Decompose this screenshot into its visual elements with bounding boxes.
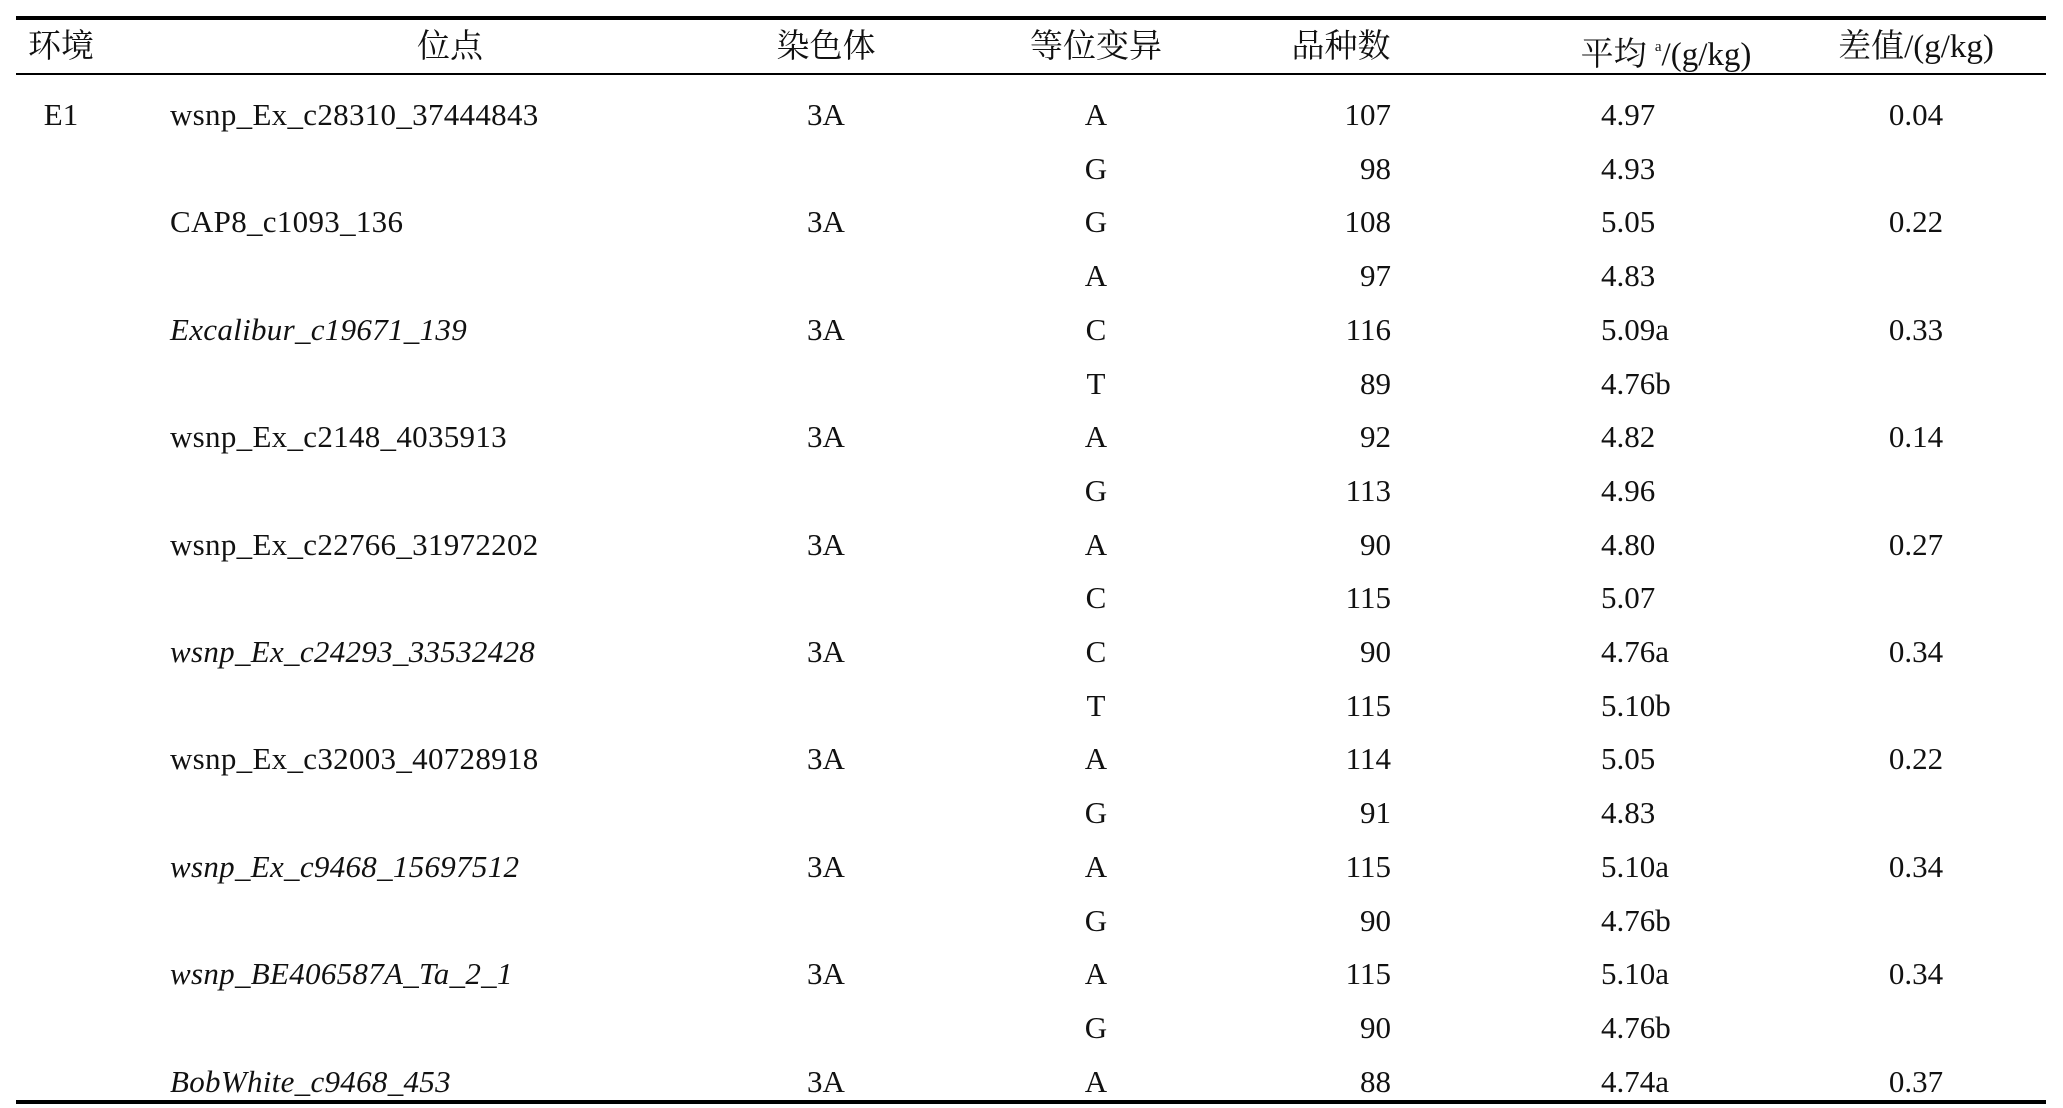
cell-locus: wsnp_Ex_c24293_33532428 <box>170 634 536 669</box>
cell-difference <box>1846 249 1986 302</box>
cell-chromosome: 3A <box>807 848 845 884</box>
cell-allele: A <box>1084 1063 1108 1099</box>
header-locus: 位点 <box>417 29 483 65</box>
cell-count: 113 <box>1345 472 1391 508</box>
cell-allele: A <box>1084 848 1108 884</box>
cell-difference: 0.04 <box>1888 97 1944 132</box>
cell-chromosome <box>746 786 906 839</box>
cell-environment <box>16 410 106 463</box>
cell-chromosome: 3A <box>807 204 845 240</box>
cell-mean: 5.10a <box>1601 956 1670 992</box>
cell-mean: 4.76a <box>1601 634 1670 669</box>
cell-chromosome <box>746 464 906 517</box>
cell-difference: 0.37 <box>1888 1063 1944 1099</box>
cell-locus <box>170 679 730 732</box>
cell-chromosome: 3A <box>807 419 845 455</box>
cell-count: 115 <box>1345 580 1391 616</box>
cell-chromosome <box>746 679 906 732</box>
cell-count: 115 <box>1345 687 1391 723</box>
cell-locus <box>170 142 730 195</box>
cell-environment <box>16 464 106 517</box>
table-row <box>16 518 2046 571</box>
table-row <box>16 195 2046 248</box>
cell-mean: 4.76b <box>1601 365 1671 401</box>
cell-chromosome: 3A <box>807 311 845 347</box>
cell-environment <box>16 357 106 410</box>
cell-count: 108 <box>1344 204 1391 240</box>
cell-allele: A <box>1084 258 1108 294</box>
cell-allele: A <box>1084 419 1108 455</box>
table-row <box>16 88 2046 141</box>
cell-difference: 0.34 <box>1888 634 1944 669</box>
header-chromosome: 染色体 <box>776 29 876 65</box>
cell-count: 115 <box>1345 848 1391 884</box>
cell-mean: 5.10a <box>1601 848 1670 884</box>
cell-difference <box>1846 357 1986 410</box>
cell-locus <box>170 249 730 302</box>
cell-mean: 4.93 <box>1601 150 1656 186</box>
table-row <box>16 679 2046 732</box>
header-mean-unit: /(g/kg) <box>1661 37 1752 73</box>
cell-locus: wsnp_BE406587A_Ta_2_1 <box>170 956 513 992</box>
cell-allele: G <box>1084 472 1108 508</box>
table-body <box>16 16 2046 1106</box>
cell-allele: G <box>1084 204 1108 240</box>
cell-count: 98 <box>1360 150 1391 186</box>
cell-count: 114 <box>1345 741 1391 777</box>
cell-environment <box>16 840 106 893</box>
cell-environment <box>16 894 106 947</box>
cell-chromosome: 3A <box>807 97 845 132</box>
cell-chromosome <box>746 894 906 947</box>
header-allele: 等位变异 <box>1030 29 1162 65</box>
cell-allele: A <box>1084 741 1108 777</box>
cell-environment <box>16 518 106 571</box>
cell-locus: wsnp_Ex_c28310_37444843 <box>170 97 539 132</box>
header-mean-label: 平均 <box>1580 37 1647 73</box>
cell-allele: A <box>1084 956 1108 992</box>
cell-difference: 0.34 <box>1888 848 1944 884</box>
cell-environment <box>16 625 106 678</box>
table-row <box>16 732 2046 785</box>
table-row <box>16 625 2046 678</box>
table-row <box>16 142 2046 195</box>
cell-allele: G <box>1084 150 1108 186</box>
cell-locus <box>170 464 730 517</box>
cell-difference: 0.33 <box>1888 311 1944 347</box>
cell-difference <box>1846 1001 1986 1054</box>
table-row <box>16 357 2046 410</box>
cell-count: 89 <box>1360 365 1391 401</box>
cell-count: 116 <box>1345 311 1391 347</box>
cell-environment <box>16 303 106 356</box>
cell-mean: 4.82 <box>1601 419 1656 455</box>
cell-allele: T <box>1086 687 1106 723</box>
cell-locus <box>170 571 730 624</box>
cell-difference: 0.14 <box>1888 419 1944 455</box>
cell-allele: T <box>1086 365 1106 401</box>
table-row <box>16 947 2046 1000</box>
cell-locus <box>170 1001 730 1054</box>
cell-locus: CAP8_c1093_136 <box>170 204 404 240</box>
cell-count: 88 <box>1360 1063 1391 1099</box>
table-row <box>16 249 2046 302</box>
cell-mean: 5.05 <box>1601 741 1656 777</box>
cell-chromosome: 3A <box>807 634 845 669</box>
cell-chromosome <box>746 1001 906 1054</box>
cell-difference <box>1846 894 1986 947</box>
cell-locus <box>170 786 730 839</box>
cell-mean: 4.97 <box>1601 97 1656 132</box>
table-row <box>16 894 2046 947</box>
cell-environment <box>16 786 106 839</box>
cell-count: 97 <box>1360 258 1391 294</box>
cell-difference: 0.22 <box>1888 741 1944 777</box>
cell-allele: C <box>1085 580 1107 616</box>
cell-count: 90 <box>1360 634 1391 669</box>
cell-difference <box>1846 786 1986 839</box>
cell-count: 91 <box>1360 795 1391 831</box>
cell-count: 90 <box>1360 1009 1391 1045</box>
cell-difference: 0.22 <box>1888 204 1944 240</box>
cell-mean: 4.83 <box>1601 258 1656 294</box>
cell-mean: 5.07 <box>1601 580 1656 616</box>
cell-environment <box>16 571 106 624</box>
table-bottom-rule <box>16 1100 2046 1104</box>
cell-mean: 4.80 <box>1601 526 1656 562</box>
cell-difference <box>1846 142 1986 195</box>
cell-mean: 4.96 <box>1601 472 1656 508</box>
cell-locus: wsnp_Ex_c32003_40728918 <box>170 741 539 777</box>
cell-count: 90 <box>1360 526 1391 562</box>
table-row <box>16 464 2046 517</box>
cell-mean: 4.76b <box>1601 1009 1671 1045</box>
cell-environment <box>16 249 106 302</box>
cell-chromosome <box>746 571 906 624</box>
cell-difference <box>1846 464 1986 517</box>
cell-mean: 4.76b <box>1601 902 1671 938</box>
table-row <box>16 786 2046 839</box>
cell-locus <box>170 357 730 410</box>
cell-chromosome: 3A <box>807 1063 845 1099</box>
cell-chromosome: 3A <box>807 526 845 562</box>
table-row <box>16 1001 2046 1054</box>
cell-environment <box>16 679 106 732</box>
cell-difference: 0.27 <box>1888 526 1944 562</box>
header-environment: 环境 <box>28 29 94 65</box>
table-row <box>16 840 2046 893</box>
cell-environment <box>16 732 106 785</box>
cell-allele: A <box>1084 97 1108 132</box>
cell-mean: 4.83 <box>1601 795 1656 831</box>
cell-environment: E1 <box>43 97 79 132</box>
header-mean-superscript: a <box>1654 39 1662 55</box>
cell-locus: wsnp_Ex_c9468_15697512 <box>170 848 520 884</box>
cell-environment <box>16 947 106 1000</box>
table-row <box>16 571 2046 624</box>
cell-environment <box>16 195 106 248</box>
cell-count: 90 <box>1360 902 1391 938</box>
cell-difference <box>1846 571 1986 624</box>
cell-environment <box>16 1001 106 1054</box>
cell-mean: 4.74a <box>1601 1063 1670 1099</box>
cell-locus: BobWhite_c9468_453 <box>170 1063 451 1099</box>
cell-chromosome <box>746 249 906 302</box>
cell-allele: G <box>1084 902 1108 938</box>
table-row <box>16 410 2046 463</box>
header-count: 品种数 <box>1291 29 1391 65</box>
cell-chromosome: 3A <box>807 741 845 777</box>
cell-locus: wsnp_Ex_c22766_31972202 <box>170 526 539 562</box>
cell-mean: 5.09a <box>1601 311 1670 347</box>
cell-environment <box>16 142 106 195</box>
cell-count: 115 <box>1345 956 1391 992</box>
cell-allele: A <box>1084 526 1108 562</box>
cell-difference: 0.34 <box>1888 956 1944 992</box>
cell-allele: G <box>1084 795 1108 831</box>
cell-count: 92 <box>1360 419 1391 455</box>
table-row <box>16 303 2046 356</box>
cell-mean: 5.05 <box>1601 204 1656 240</box>
cell-allele: C <box>1085 311 1107 347</box>
cell-count: 107 <box>1344 97 1391 132</box>
cell-locus: wsnp_Ex_c2148_4035913 <box>170 419 507 455</box>
cell-chromosome <box>746 142 906 195</box>
cell-allele: C <box>1085 634 1107 669</box>
cell-allele: G <box>1084 1009 1108 1045</box>
cell-locus <box>170 894 730 947</box>
cell-mean: 5.10b <box>1601 687 1671 723</box>
cell-chromosome: 3A <box>807 956 845 992</box>
header-difference: 差值/(g/kg) <box>1838 29 1994 65</box>
cell-difference <box>1846 679 1986 732</box>
cell-locus: Excalibur_c19671_139 <box>170 311 468 347</box>
cell-chromosome <box>746 357 906 410</box>
